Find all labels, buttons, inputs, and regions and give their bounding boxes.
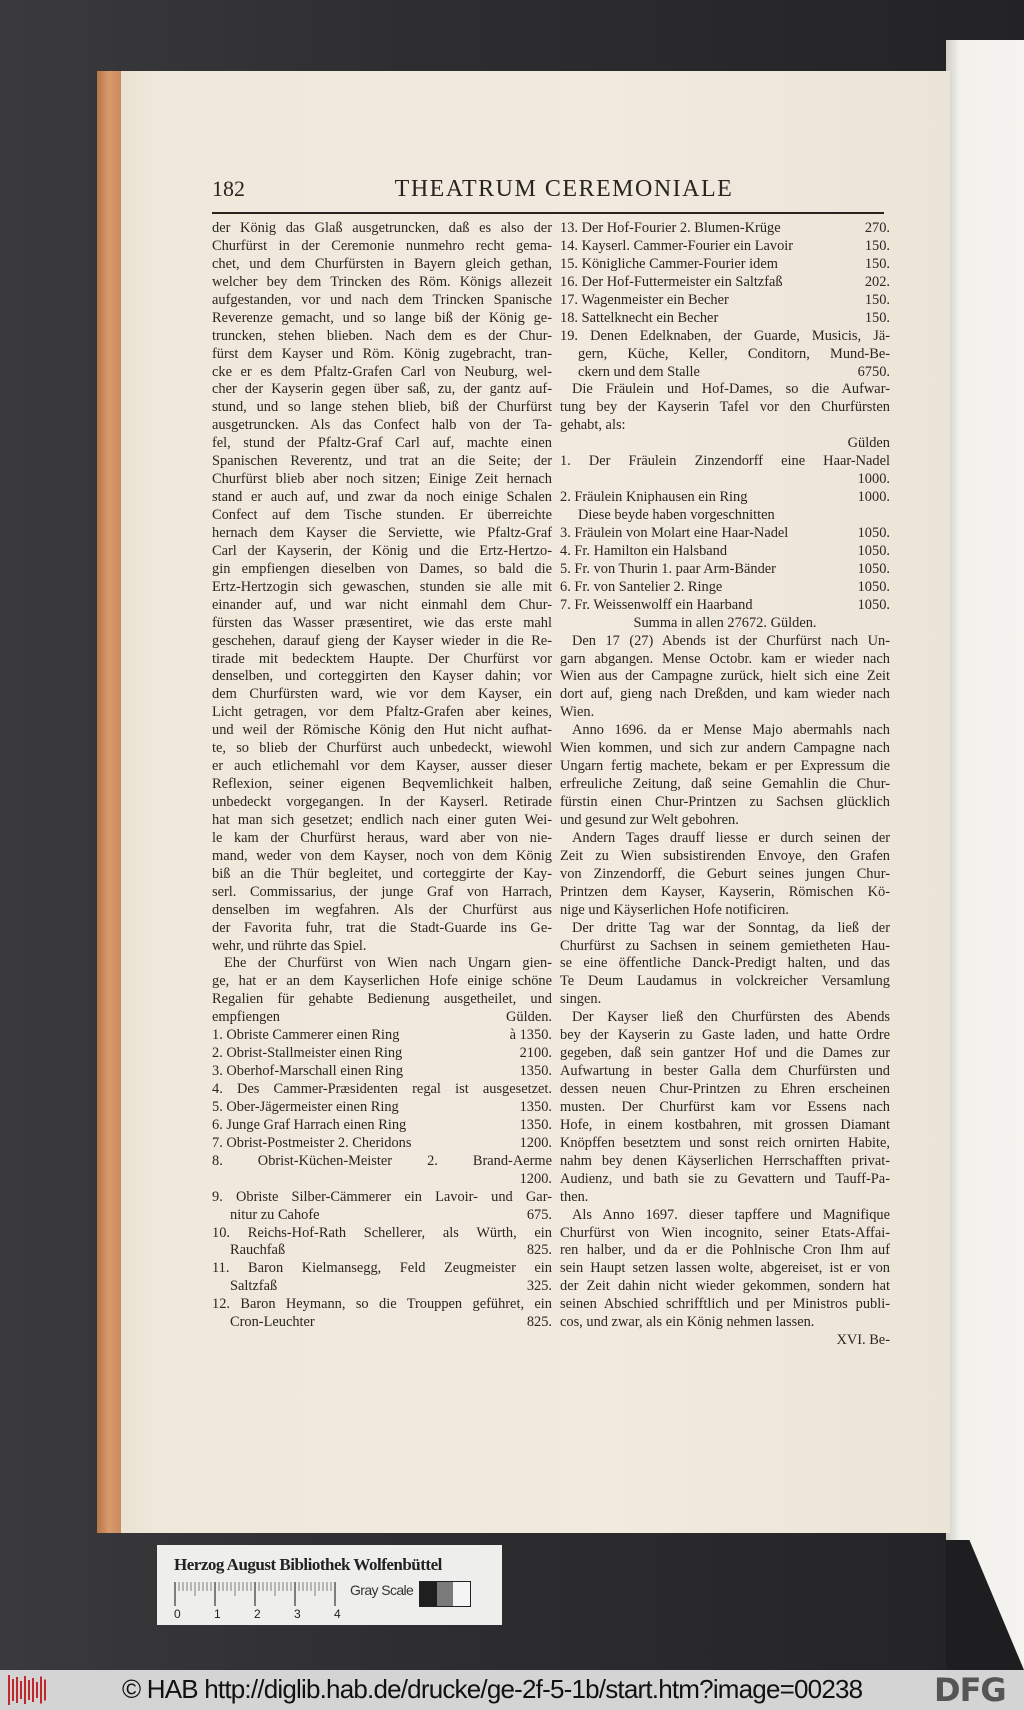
logo-bar xyxy=(36,1682,38,1698)
text-line xyxy=(212,1314,552,1332)
text-line: der König das Glaß ausgetruncken, daß es also der xyxy=(212,220,552,236)
entry-text: 2. Obrist-Stallmeister einen Ring xyxy=(212,1045,403,1062)
text-line xyxy=(560,292,890,310)
text-line: Der dritte Tag war der Sonntag, da ließ der xyxy=(572,919,890,936)
text-line: stund, und so lange stehen blieb, biß der Churfürst xyxy=(212,399,552,416)
entry-amount: 150. xyxy=(864,237,890,254)
logo-bar xyxy=(32,1678,34,1702)
entry-amount: 150. xyxy=(864,309,890,326)
entry-text: ckern und dem Stalle xyxy=(578,363,700,380)
text-line xyxy=(212,1278,552,1296)
text-line: 9. Obriste Silber-Cämmerer ein Lavoir- und Gar- xyxy=(212,1188,552,1205)
text-line xyxy=(212,1117,552,1135)
text-line xyxy=(560,220,890,238)
gray-swatch xyxy=(420,1582,437,1606)
entry-amount: 325. xyxy=(526,1278,552,1295)
text-line xyxy=(560,525,890,543)
text-line: 12. Baron Heymann, so die Trouppen geführet, ein xyxy=(212,1296,552,1313)
entry-text: 15. Königliche Cammer-Fourier idem xyxy=(560,255,778,272)
text-line: fürstin einen Chur-Printzen zu Sachsen glücklich xyxy=(560,794,890,810)
entry-amount: 1000. xyxy=(857,489,890,506)
entry-text: Saltzfaß xyxy=(230,1278,278,1295)
entry-text: 3. Oberhof-Marschall einen Ring xyxy=(212,1063,404,1080)
text-line: bey der Kayserin zu Gaste laden, und hatte Ordre xyxy=(560,1027,890,1044)
text-line: und weil der Römische König den Hut nicht aufhat- xyxy=(212,722,552,739)
text-line: cke er es dem Pfaltz-Grafen Carl von Neuburg, wel- xyxy=(212,363,552,380)
entry-text: 6. Junge Graf Harrach einen Ring xyxy=(212,1116,407,1133)
text-line: welcher bey dem Trincken des Röm. Königs allezeit xyxy=(212,273,552,290)
text-line: Spanischen Reverentz, und trat an die Seite; der xyxy=(212,453,552,470)
entry-text: 7. Obrist-Postmeister 2. Cheridons xyxy=(212,1134,412,1151)
text-line: 4. Des Cammer-Præsidenten regal ist ausgesetzet. xyxy=(212,1081,552,1097)
entry-text: nitur zu Cahofe xyxy=(230,1206,320,1223)
text-line: Summa in allen 27672. Gülden. xyxy=(633,614,817,631)
text-line: Reflexion, seiner eigenen Beqvemlichkeit halben, xyxy=(212,776,552,793)
entry-text: 3. Fräulein von Molart eine Haar-Nadel xyxy=(560,524,789,541)
text-line: geschehen, darauf gieng der Kayser wieder in die Re- xyxy=(212,632,552,649)
text-line: ren halber, und da er die Pohlnische Cron Ihm auf xyxy=(560,1242,890,1259)
logo-bar xyxy=(20,1681,22,1699)
text-line: fürst dem Kayser und Röm. König zugebracht, tran- xyxy=(212,345,552,362)
text-line: dem Churfürsten ward, wie vor dem Kayser, ein xyxy=(212,686,552,703)
text-line: 10. Reichs-Hof-Rath Schellerer, als Würth, ein xyxy=(212,1224,552,1241)
text-line: Audienz, und bath sie zu Gevattern und Tauff-Pa- xyxy=(560,1170,890,1187)
text-line: aufgestanden, vor und nach dem Trincken Spanische xyxy=(212,291,552,308)
text-line: garn abgangen. Mense Octobr. kam er wieder nach xyxy=(560,650,890,667)
entry-amount: 825. xyxy=(526,1242,552,1259)
text-line xyxy=(212,1045,552,1063)
color-calibration-card xyxy=(157,1545,502,1625)
text-line: nige und Käyserlichen Hofe notificiren. xyxy=(560,901,789,918)
text-line: te, so blieb der Churfürst auch unbedeckt, wiewohl xyxy=(212,740,552,757)
logo-bar xyxy=(40,1677,42,1704)
ruler-label: 1 xyxy=(214,1607,221,1621)
entry-amount: 150. xyxy=(864,255,890,272)
text-line: then. xyxy=(560,1188,589,1205)
entry-amount: 825. xyxy=(526,1314,552,1331)
text-line: und gesund zur Welt gebohren. xyxy=(560,811,739,828)
hab-logo-icon xyxy=(6,1674,48,1706)
text-line: der Zeit dahin nicht wieder gekommen, sondern hat xyxy=(560,1278,890,1295)
text-line: fel, stund der Pfaltz-Graf Carl auf, machte einen xyxy=(212,435,552,452)
entry-text: 16. Der Hof-Futtermeister ein Saltzfaß xyxy=(560,273,783,290)
running-title: THEATRUM CEREMONIALE xyxy=(394,176,734,202)
text-line: Knöpffen besetztem und sonst reich ornirten Habite, xyxy=(560,1134,890,1151)
text-line: Zeit zu Wien subsistirenden Envoye, den Grafen xyxy=(560,847,890,864)
text-line: serl. Commissarius, der junge Graf von Harrach, xyxy=(212,883,552,900)
text-line: Ungarn fertig machete, bekam er per Expressum die xyxy=(560,758,890,775)
logo-bar xyxy=(28,1680,30,1700)
page-number: 182 xyxy=(212,176,245,201)
text-line xyxy=(212,1027,552,1045)
text-line: seinen Abschied schrifftlich und per Ministros publi- xyxy=(560,1296,890,1313)
text-line: 1200. xyxy=(519,1170,552,1187)
text-line: Te Deum Laudamus in volckreicher Versamlung xyxy=(560,973,890,990)
text-line: dort auf, gieng nach Dreßden, und kam wieder nach xyxy=(560,686,890,703)
text-line: 1000. xyxy=(857,471,890,488)
entry-amount: 1050. xyxy=(857,596,890,613)
entry-text: empfiengen xyxy=(212,1009,280,1026)
text-line: 19. Denen Edelknaben, der Guarde, Musicis, Jä- xyxy=(560,327,890,344)
text-line: Licht getragen, vor dem Pfaltz-Grafen aber keines, xyxy=(212,704,552,721)
entry-text: 5. Ober-Jägermeister einen Ring xyxy=(212,1098,399,1115)
entry-amount: 2100. xyxy=(519,1045,552,1062)
gray-scale-swatches xyxy=(419,1581,471,1607)
entry-amount: 6750. xyxy=(857,363,890,380)
gray-scale-label: Gray Scale xyxy=(350,1582,414,1598)
text-line: fürsten das Wasser præsentiret, wie das erste mahl xyxy=(212,614,552,631)
ruler-label: 0 xyxy=(174,1607,181,1621)
text-line: Ertz-Hertzogin sich gewaschen, stunden sie alle mit xyxy=(212,578,552,595)
text-line: Churfürst zu Sachsen in seinem gemietheten Hau- xyxy=(560,937,890,954)
text-line xyxy=(560,543,890,561)
text-line: Reverenze gemacht, und so lange biß der König ge- xyxy=(212,309,552,326)
text-line: er auch etlichemahl vor dem Kayser, ausser dieser xyxy=(212,758,552,775)
footer-bar xyxy=(0,1670,1024,1710)
text-line xyxy=(212,1242,552,1260)
institution-name: Herzog August Bibliothek Wolfenbüttel xyxy=(174,1555,442,1574)
text-line: ge, hat er an dem Kayserlichen Hofe einige schöne xyxy=(212,973,552,990)
text-line: ausgetruncken. Als das Confect halb von der Ta- xyxy=(212,417,552,434)
text-line: Als Anno 1697. dieser tapffere und Magnifique xyxy=(572,1206,890,1223)
entry-text: Cron-Leuchter xyxy=(230,1314,315,1331)
text-line: sein Haupt setzen lassen wolte, abgereiset, ist er von xyxy=(560,1260,890,1277)
text-line xyxy=(560,364,890,382)
text-line: denselben, und corteggirten den Kayser dahin; vor xyxy=(212,668,552,685)
text-line: 1. Der Fräulein Zinzendorff eine Haar-Nadel xyxy=(560,453,890,470)
text-line: gin empfiengen dieselben von Dames, so bald die xyxy=(212,560,552,577)
copyright-link[interactable]: © HAB http://diglib.hab.de/drucke/ge-2f-5-1b/start.htm?image=00238 xyxy=(122,1674,863,1704)
entry-amount: 1200. xyxy=(519,1134,552,1151)
text-line: nahm bey denen Käyserlichen Herrschafften privat- xyxy=(560,1152,890,1169)
text-line: Aufwartung in bester Galla dem Churfürsten und xyxy=(560,1063,890,1080)
text-line: cher der Kayserin gegen über saß, zu, der gantz auf- xyxy=(212,381,552,398)
text-line: Gülden xyxy=(847,435,890,452)
logo-bar xyxy=(16,1677,18,1703)
ruler-label: 2 xyxy=(254,1607,261,1621)
text-line xyxy=(212,1207,552,1225)
entry-amount: 202. xyxy=(864,273,890,290)
text-line xyxy=(212,1099,552,1117)
text-line: Wien aus der Campagne zurück, hielt sich eine Zeit xyxy=(560,668,890,685)
text-line: gegeben, daß sein gantzer Hof und die Dames zur xyxy=(560,1045,890,1062)
entry-text: 17. Wagenmeister ein Becher xyxy=(560,291,729,308)
text-line: 8. Obrist-Küchen-Meister 2. Brand-Aerme xyxy=(212,1152,552,1169)
page-block-edge xyxy=(97,71,121,1533)
text-line: gern, Küche, Keller, Conditorn, Mund-Be- xyxy=(578,345,890,362)
entry-amount: à 1350. xyxy=(509,1027,552,1044)
entry-text: 6. Fr. von Santelier 2. Ringe xyxy=(560,578,723,595)
text-line xyxy=(560,579,890,597)
entry-text: 4. Fr. Hamilton ein Halsband xyxy=(560,542,728,559)
text-line: von Zinzendorff, die Geburt seines jungen Chur- xyxy=(560,865,890,882)
text-line xyxy=(212,1009,552,1027)
text-line xyxy=(560,274,890,292)
entry-text: 1. Obriste Cammerer einen Ring xyxy=(212,1027,400,1044)
dfg-logo: DFG xyxy=(934,1671,1006,1709)
text-line: wehr, und rührte das Spiel. xyxy=(212,937,367,954)
text-line: singen. xyxy=(560,991,602,1008)
text-line: Wien kommen, und sich zur andern Campagne nach xyxy=(560,740,890,757)
entry-amount: 1050. xyxy=(857,524,890,541)
entry-text: Diese beyde haben vorgeschnitten xyxy=(578,507,775,523)
text-line: Printzen dem Kayser, Kayserin, Römischen Kö- xyxy=(560,883,890,900)
text-line: se eine öffentliche Danck-Predigt halten, und das xyxy=(560,955,890,972)
text-line xyxy=(560,310,890,328)
entry-text: 5. Fr. von Thurin 1. paar Arm-Bänder xyxy=(560,560,776,577)
text-line: Regalien für gehabte Bedienung ausgetheilet, und xyxy=(212,991,552,1008)
text-line xyxy=(560,597,890,615)
text-line: biß an die Thür begleitet, und corteggirte der Kay- xyxy=(212,865,552,882)
text-line: cos, und zwar, als ein König nehmen lassen. xyxy=(560,1314,815,1331)
entry-amount: 270. xyxy=(864,220,890,236)
right-text-column xyxy=(560,220,890,1350)
facing-page-edge xyxy=(946,40,1024,1670)
text-line xyxy=(560,238,890,256)
text-line xyxy=(560,489,890,507)
text-line: Carl der Kayserin, der König und die Ertz-Hertzo- xyxy=(212,542,552,559)
left-text-column xyxy=(212,220,552,1332)
entry-amount: 1350. xyxy=(519,1116,552,1133)
text-line: chet, und dem Churfürsten in Bayern gleich gethan, xyxy=(212,255,552,272)
text-line: hernach dem Kayser die Serviette, wie Pfaltz-Graf xyxy=(212,524,552,541)
text-line xyxy=(560,561,890,579)
text-line: hat man sich gesetzet; endlich nach einer guten Wei- xyxy=(212,811,552,828)
entry-amount: 1050. xyxy=(857,560,890,577)
text-line: musten. Der Churfürst kam vor Essens nach xyxy=(560,1098,890,1115)
ruler-label: 4 xyxy=(334,1607,341,1621)
entry-amount: 150. xyxy=(864,291,890,308)
entry-text: 14. Kayserl. Cammer-Fourier ein Lavoir xyxy=(560,237,794,254)
text-line: denselben im wegfahren. Als der Churfürst aus xyxy=(212,901,552,918)
logo-bar xyxy=(24,1676,26,1704)
gray-swatch xyxy=(437,1582,454,1606)
entry-amount: 675. xyxy=(526,1206,552,1223)
text-line: Anno 1696. da er Mense Majo abermahls nach xyxy=(572,722,890,739)
text-line: XVI. Be- xyxy=(836,1332,890,1349)
text-line: Churfürst in der Ceremonie nunmehro recht gema- xyxy=(212,237,552,254)
text-line: unbedeckt vorgegangen. In der Kayserl. Retirade xyxy=(212,794,552,810)
entry-amount: Gülden. xyxy=(506,1009,552,1026)
header-rule xyxy=(212,212,884,214)
text-line: Churfürst blieb aber noch sitzen; Einige Zeit hernach xyxy=(212,471,552,488)
text-line: Der Kayser ließ den Churfürsten des Abends xyxy=(572,1009,890,1026)
entry-amount: 1050. xyxy=(857,578,890,595)
entry-amount: 1350. xyxy=(519,1098,552,1115)
logo-bar xyxy=(12,1679,14,1701)
ruler-label: 3 xyxy=(294,1607,301,1621)
text-line: truncken, stehen blieben. Nach dem es der Chur- xyxy=(212,327,552,344)
text-line: gehabt, als: xyxy=(560,417,626,434)
text-line: einander auf, und war nicht einmahl dem Chur- xyxy=(212,596,552,613)
text-line: 11. Baron Kielmansegg, Feld Zeugmeister ein xyxy=(212,1260,552,1277)
text-line: Den 17 (27) Abends ist der Churfürst nach Un- xyxy=(572,632,890,649)
entry-text: 13. Der Hof-Fourier 2. Blumen-Krüge xyxy=(560,220,781,236)
text-line xyxy=(560,507,890,525)
text-line: Confect auf dem Tische stunden. Er überreichte xyxy=(212,507,552,523)
entry-text: 18. Sattelknecht ein Becher xyxy=(560,309,719,326)
entry-amount: 1350. xyxy=(519,1063,552,1080)
entry-amount: 1050. xyxy=(857,542,890,559)
entry-text: 2. Fräulein Kniphausen ein Ring xyxy=(560,489,748,506)
text-line: stand er auch auf, und zwar da noch einige Schalen xyxy=(212,489,552,506)
gray-swatch xyxy=(453,1582,470,1606)
text-line xyxy=(212,1063,552,1081)
entry-text: Rauchfaß xyxy=(230,1242,286,1259)
text-line: tung bey der Kayserin Tafel vor den Churfürsten xyxy=(560,399,890,416)
text-line: erfreuliche Zeitung, daß seine Gemahlin die Chur- xyxy=(560,776,890,793)
text-line: Andern Tages drauff liesse er durch seinen der xyxy=(572,829,890,846)
text-line: Ehe der Churfürst von Wien nach Ungarn gien- xyxy=(224,955,552,972)
text-line: dessen neuen Chur-Printzen zu Ehren erscheinen xyxy=(560,1081,890,1097)
text-line: Die Fräulein und Hof-Dames, so die Aufwar- xyxy=(572,381,890,398)
text-line: mand, weder von dem Kayser, noch von dem König xyxy=(212,847,552,864)
logo-bar xyxy=(44,1680,46,1701)
text-line: Hofe, in einem kostbahren, mit grossen Diamant xyxy=(560,1116,890,1133)
ruler-scale xyxy=(174,1582,344,1608)
entry-text: 7. Fr. Weissenwolff ein Haarband xyxy=(560,596,753,613)
text-line: Wien. xyxy=(560,704,595,721)
logo-bar xyxy=(8,1675,10,1705)
text-line: tirade mit bedecktem Haupte. Der Churfürst vor xyxy=(212,650,552,667)
text-line xyxy=(212,1135,552,1153)
text-line: le kam der Churfürst heraus, ward aber von nie- xyxy=(212,829,552,846)
text-line: der Favorita fuhr, trat die Stadt-Guarde ins Ge- xyxy=(212,919,552,936)
text-line xyxy=(560,256,890,274)
text-line: Churfürst von Wien incognito, seiner Etats-Affai- xyxy=(560,1224,890,1241)
